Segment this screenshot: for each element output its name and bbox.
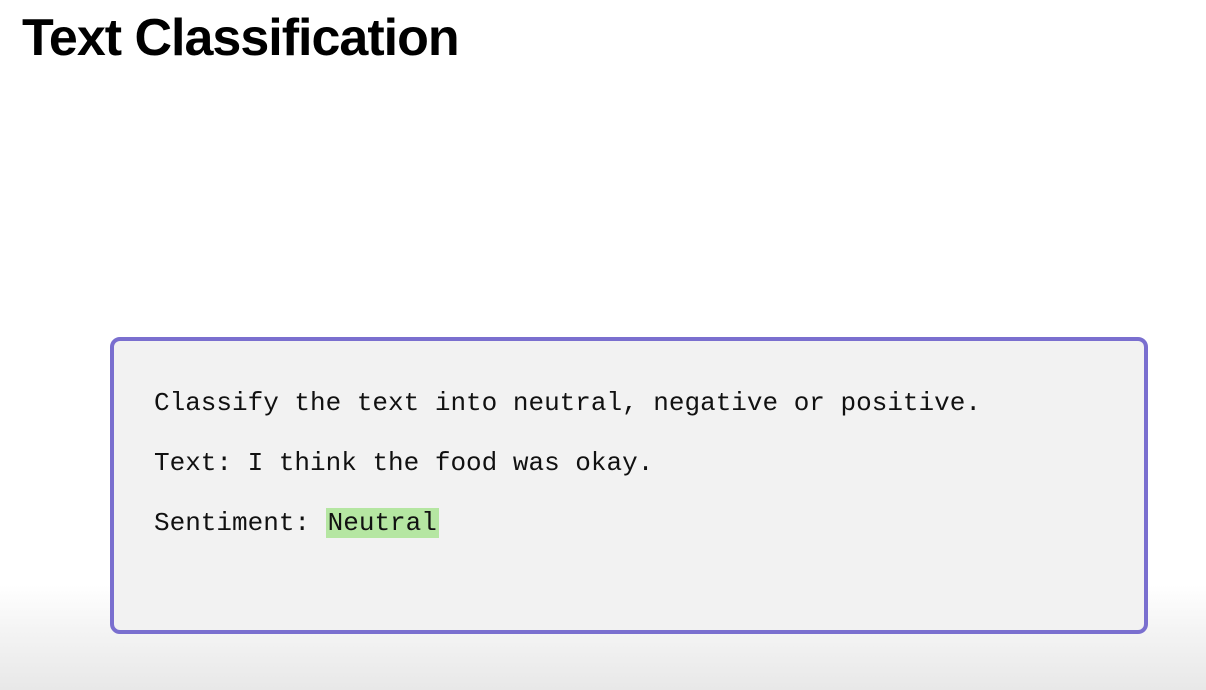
sentiment-value-highlight: Neutral bbox=[327, 508, 437, 538]
prompt-box bbox=[110, 337, 1148, 634]
text-value: I think the food was okay. bbox=[247, 448, 654, 478]
instruction-line bbox=[154, 386, 981, 420]
sentiment-line bbox=[154, 506, 439, 540]
sentiment-label: Sentiment: bbox=[154, 508, 326, 538]
page-title: Text Classification bbox=[22, 9, 459, 67]
text-line bbox=[154, 446, 653, 480]
text-label: Text: bbox=[154, 448, 248, 478]
instruction-text: Classify the text into neutral, negative or positive. bbox=[154, 388, 981, 418]
